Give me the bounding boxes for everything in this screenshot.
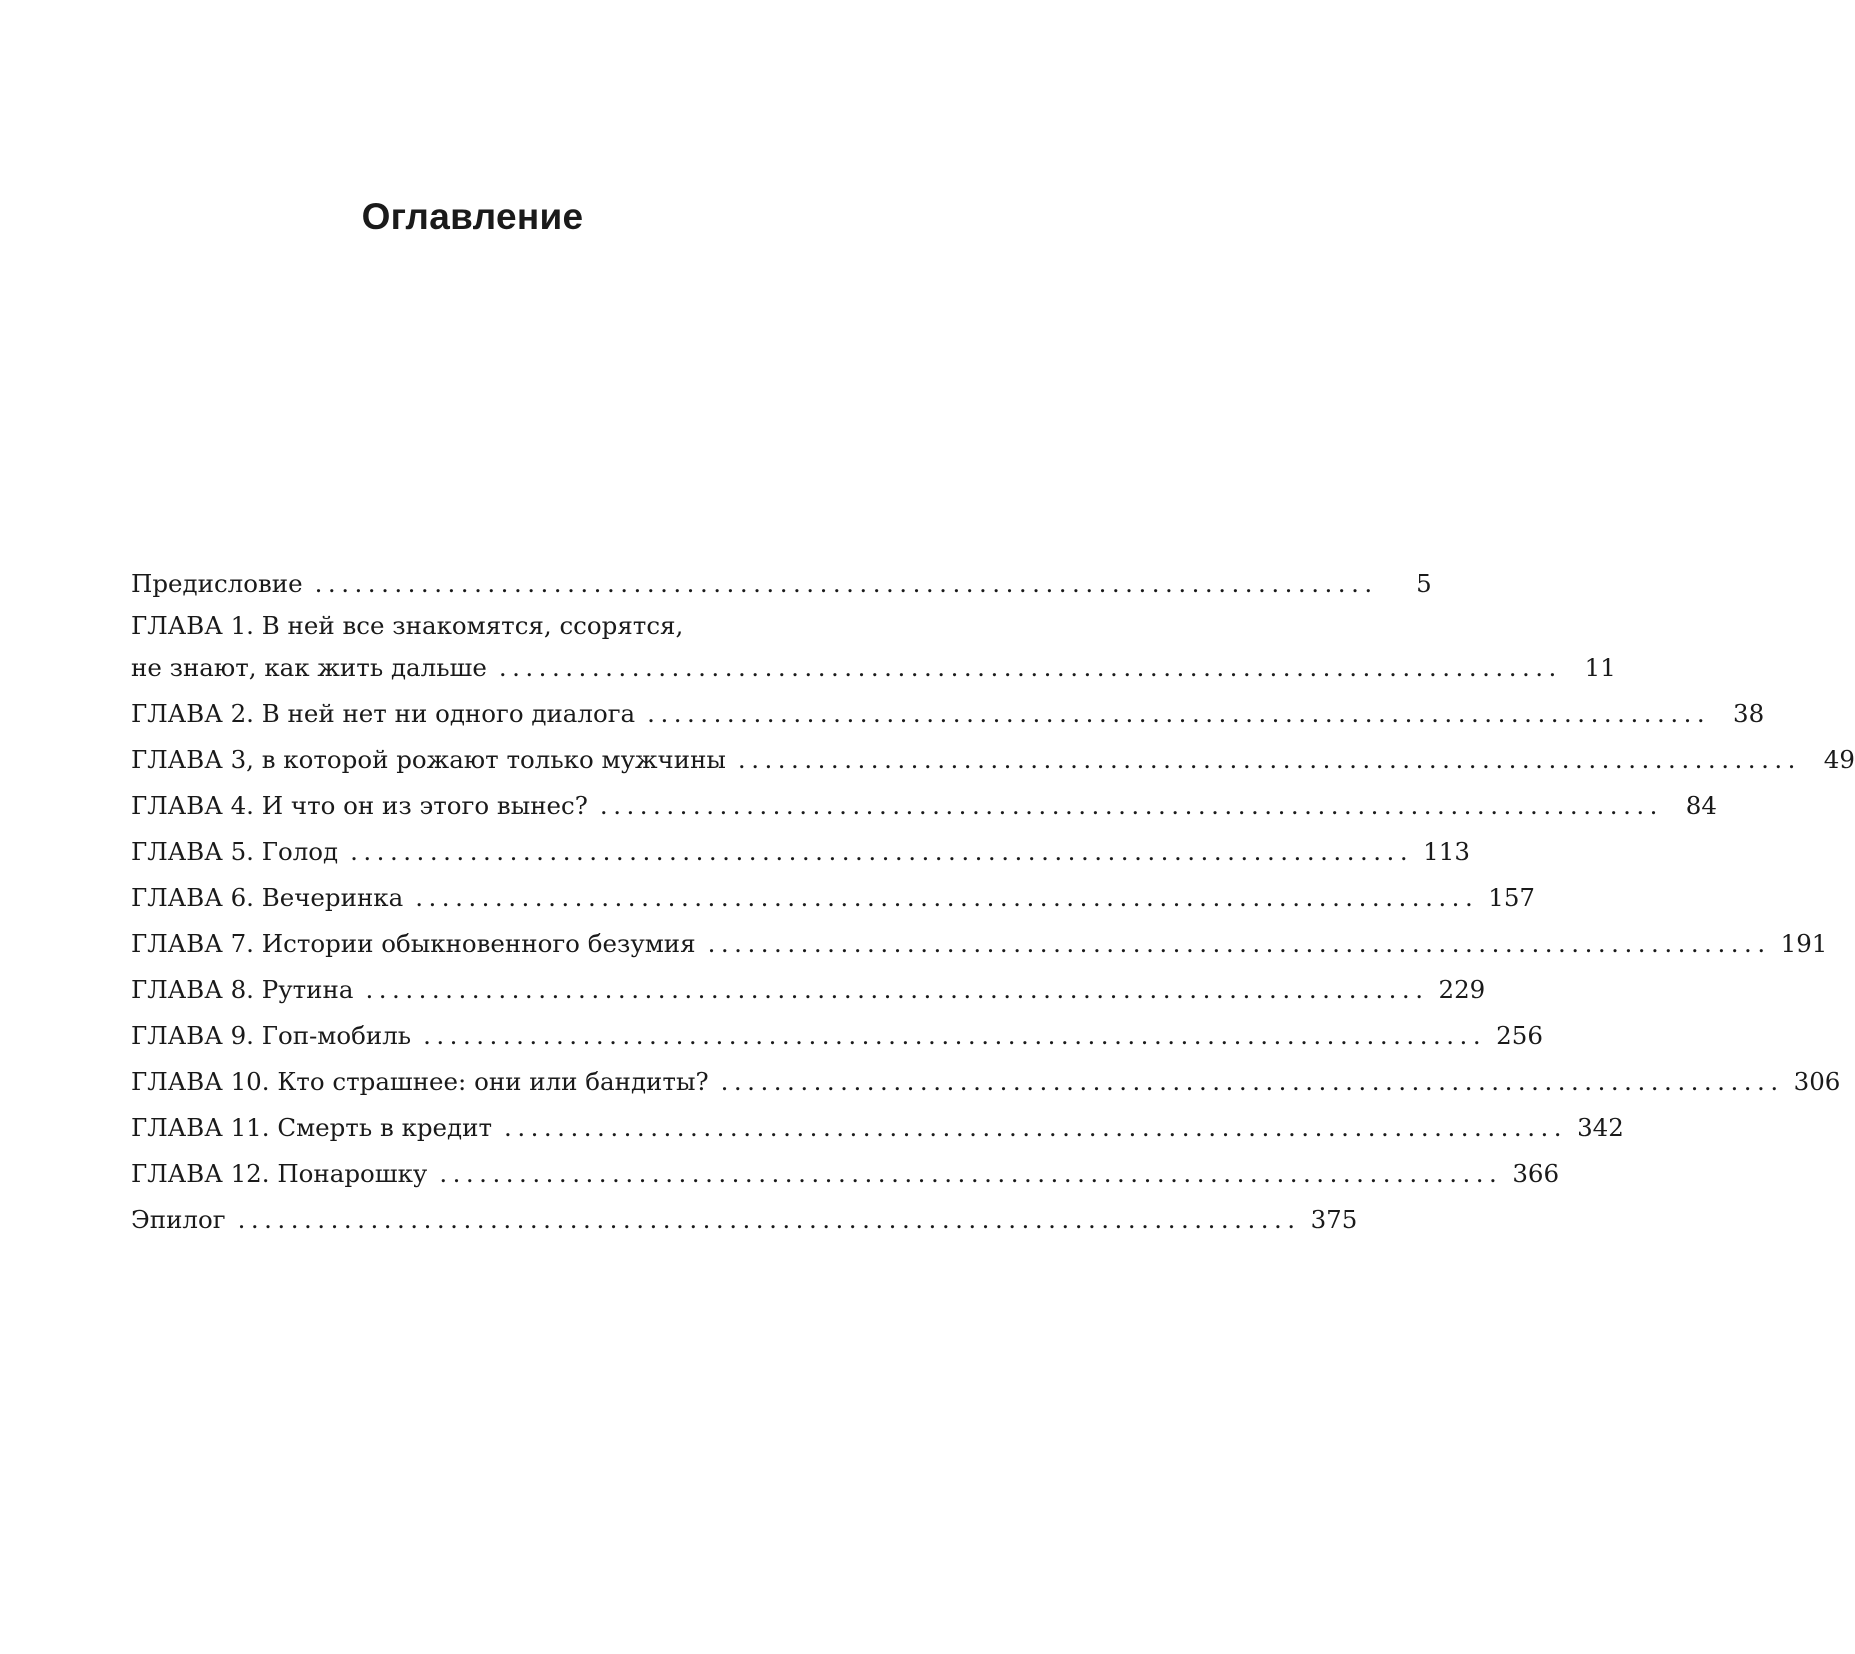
toc-page-number: 229	[1438, 975, 1486, 1004]
toc-entry-line	[131, 1105, 1624, 1151]
toc-page-number: 5	[1416, 569, 1432, 598]
toc-entry-line	[131, 1013, 1543, 1059]
toc-page-number: 366	[1512, 1159, 1560, 1188]
toc-entry	[131, 737, 1855, 783]
toc-entry	[131, 607, 1616, 691]
toc-entry-line	[131, 829, 1470, 875]
toc-entry-line	[131, 1197, 1358, 1243]
dot-leader: ................................................................................	[350, 837, 1414, 866]
toc-entry	[131, 967, 1486, 1013]
toc-entry-title: ГЛАВА 11. Смерть в кредит	[131, 1113, 493, 1142]
toc-entry-title: ГЛАВА 6. Вечеринка	[131, 883, 404, 912]
toc-page-number: 256	[1496, 1021, 1543, 1050]
dot-leader: ................................................................................	[737, 745, 1801, 774]
toc-entry	[131, 829, 1470, 875]
toc-entry-title: Предисловие	[131, 569, 303, 598]
toc-entry	[131, 561, 1432, 607]
toc-entry-line	[131, 607, 801, 645]
toc-page-number: 113	[1423, 837, 1470, 866]
toc-page-number: 375	[1310, 1205, 1358, 1234]
toc-entry	[131, 875, 1535, 921]
dot-leader: ................................................................................	[439, 1159, 1503, 1188]
toc-entry-line	[131, 967, 1486, 1013]
toc-entry	[131, 1059, 1841, 1105]
toc-entry-line	[131, 1151, 1560, 1197]
toc-entry	[131, 1197, 1358, 1243]
dot-leader: ................................................................................	[237, 1205, 1301, 1234]
toc-entry	[131, 691, 1765, 737]
dot-leader: ................................................................................	[314, 569, 1378, 598]
toc-entry-title: ГЛАВА 12. Понарошку	[131, 1159, 428, 1188]
toc-entry-line	[131, 691, 1765, 737]
dot-leader: ................................................................................	[504, 1113, 1568, 1142]
toc-entry-line	[131, 561, 1432, 607]
toc-entry-title: ГЛАВА 2. В ней нет ни одного диалога	[131, 699, 636, 728]
toc-entry	[131, 1105, 1624, 1151]
toc-entry	[131, 921, 1828, 967]
toc-entry-title: ГЛАВА 7. Истории обыкновенного безумия	[131, 929, 696, 958]
toc-page-number: 11	[1584, 653, 1616, 682]
toc-entry-line	[131, 921, 1828, 967]
toc-entry-line	[131, 645, 1616, 691]
toc-page-number: 191	[1780, 929, 1828, 958]
toc-entry	[131, 1151, 1560, 1197]
toc-page-number: 157	[1488, 883, 1535, 912]
toc-page-number: 49	[1823, 745, 1855, 774]
dot-leader: ................................................................................	[498, 653, 1562, 682]
toc-page-number: 306	[1793, 1067, 1841, 1096]
dot-leader: ................................................................................	[423, 1021, 1487, 1050]
dot-leader: ................................................................................	[647, 699, 1711, 728]
toc-page-number: 84	[1685, 791, 1717, 820]
toc-entry-line	[131, 783, 1717, 829]
dot-leader: ................................................................................	[707, 929, 1771, 958]
toc-entry-title: не знают, как жить дальше	[131, 653, 487, 682]
table-of-contents	[131, 561, 1855, 1243]
toc-entry-title: Эпилог	[131, 1205, 226, 1234]
toc-entry-title: ГЛАВА 3, в которой рожают только мужчины	[131, 745, 726, 774]
toc-page-number: 38	[1733, 699, 1765, 728]
dot-leader: ................................................................................	[365, 975, 1429, 1004]
dot-leader: ................................................................................	[720, 1067, 1784, 1096]
toc-entry-line	[131, 1059, 1841, 1105]
toc-entry-title: ГЛАВА 1. В ней все знакомятся, ссорятся,	[131, 611, 684, 640]
toc-entry-title: ГЛАВА 10. Кто страшнее: они или бандиты?	[131, 1067, 709, 1096]
toc-entry	[131, 783, 1717, 829]
toc-entry	[131, 1013, 1543, 1059]
page-title: Оглавление	[361, 196, 584, 237]
toc-entry-title: ГЛАВА 9. Гоп-мобиль	[131, 1021, 412, 1050]
toc-page-number: 342	[1577, 1113, 1624, 1142]
toc-entry-line	[131, 875, 1535, 921]
toc-entry-title: ГЛАВА 5. Голод	[131, 837, 339, 866]
toc-entry-title: ГЛАВА 8. Рутина	[131, 975, 354, 1004]
dot-leader: ................................................................................	[599, 791, 1663, 820]
toc-entry-title: ГЛАВА 4. И что он из этого вынес?	[131, 791, 588, 820]
toc-entry-line	[131, 737, 1855, 783]
dot-leader: ................................................................................	[415, 883, 1479, 912]
